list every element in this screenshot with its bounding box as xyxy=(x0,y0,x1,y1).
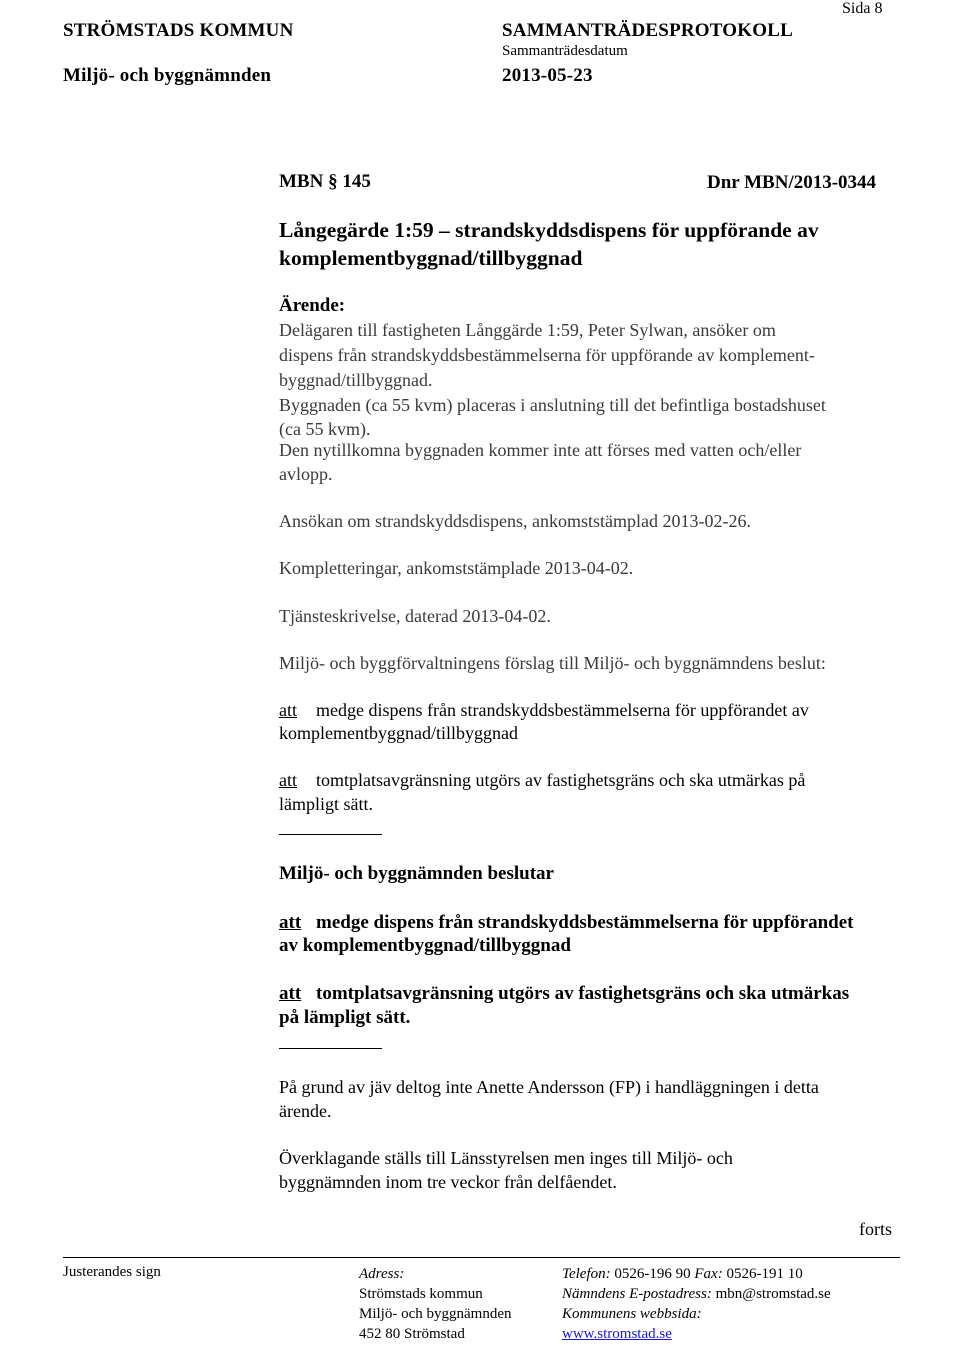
decision-item-2-line-2: på lämpligt sätt. xyxy=(279,1007,411,1028)
fax-number: 0526-191 10 xyxy=(726,1266,803,1282)
att-keyword: att xyxy=(279,912,302,933)
phone-fax-row xyxy=(562,1265,803,1283)
continued-marker: forts xyxy=(859,1219,892,1239)
decision-item-2-line-1: tomtplatsavgränsning utgörs av fastighetsgräns och ska utmärkas xyxy=(316,983,850,1004)
arende-line: byggnad/tillbyggnad. xyxy=(279,370,433,390)
fax-label: Fax: xyxy=(694,1266,723,1282)
proposal-intro: Miljö- och byggförvaltningens förslag till Miljö- och byggnämndens beslut: xyxy=(279,653,826,673)
appeal-line-1: Överklagande ställs till Länsstyrelsen men inges till Miljö- och xyxy=(279,1148,733,1168)
signature-label: Justerandes sign xyxy=(63,1264,161,1280)
address-line: Miljö- och byggnämnden xyxy=(359,1306,512,1322)
arende-line: dispens från strandskyddsbestämmelserna för uppförande av komplement- xyxy=(279,345,815,365)
municipality-name: STRÖMSTADS KOMMUN xyxy=(63,20,294,41)
decision-item-1-line-2: av komplementbyggnad/tillbyggnad xyxy=(279,935,571,956)
page-number: Sida 8 xyxy=(842,0,883,17)
arende-line: (ca 55 kvm). xyxy=(279,419,371,439)
proposal-item-1-line-1: medge dispens från strandskyddsbestämmelserna för uppförandet av xyxy=(316,700,809,720)
case-title-line-1: Långegärde 1:59 – strandskyddsdispens för uppförande av xyxy=(279,218,819,242)
att-keyword: att xyxy=(279,700,297,720)
decision-heading: Miljö- och byggnämnden beslutar xyxy=(279,863,554,884)
jav-line-1: På grund av jäv deltog inte Anette Andersson (FP) i handläggningen i detta xyxy=(279,1077,819,1097)
appeal-line-2: byggnämnden inom tre veckor från delfåendet. xyxy=(279,1172,617,1192)
section-divider xyxy=(279,1048,382,1049)
date-label: Sammanträdesdatum xyxy=(502,43,628,59)
footer-divider xyxy=(63,1257,900,1258)
case-title-line-2: komplementbyggnad/tillbyggnad xyxy=(279,246,583,270)
address-line: 452 80 Strömstad xyxy=(359,1326,465,1342)
arende-heading: Ärende: xyxy=(279,295,346,316)
arende-line: avlopp. xyxy=(279,464,333,484)
document-item: Tjänsteskrivelse, daterad 2013-04-02. xyxy=(279,606,551,626)
meeting-date: 2013-05-23 xyxy=(502,65,593,86)
arende-line: Den nytillkomna byggnaden kommer inte att förses med vatten och/eller xyxy=(279,440,802,460)
arende-line: Delägaren till fastigheten Långgärde 1:59, Peter Sylwan, ansöker om xyxy=(279,320,776,340)
email-label: Nämndens E-postadress: xyxy=(562,1286,712,1302)
email-address[interactable]: mbn@stromstad.se xyxy=(715,1286,831,1302)
arende-line: Byggnaden (ca 55 kvm) placeras i anslutning till det befintliga bostadshuset xyxy=(279,395,826,415)
phone-number: 0526-196 90 xyxy=(614,1266,691,1282)
address-label: Adress: xyxy=(359,1266,405,1282)
committee-name: Miljö- och byggnämnden xyxy=(63,65,272,86)
case-number: MBN § 145 xyxy=(279,171,371,192)
jav-line-2: ärende. xyxy=(279,1101,332,1121)
proposal-item-1-line-2: komplementbyggnad/tillbyggnad xyxy=(279,723,518,743)
proposal-item-2-line-2: lämpligt sätt. xyxy=(279,794,373,814)
decision-item-1-line-1: medge dispens från strandskyddsbestämmelserna för uppförandet xyxy=(316,912,854,933)
phone-label: Telefon: xyxy=(562,1266,611,1282)
document-item: Ansökan om strandskyddsdispens, ankomststämplad 2013-02-26. xyxy=(279,511,751,531)
web-link[interactable]: www.stromstad.se xyxy=(562,1326,672,1342)
email-row xyxy=(562,1285,831,1303)
att-keyword: att xyxy=(279,770,297,790)
web-label: Kommunens webbsida: xyxy=(562,1306,702,1322)
document-item: Kompletteringar, ankomststämplade 2013-04-02. xyxy=(279,558,634,578)
proposal-item-2-line-1: tomtplatsavgränsning utgörs av fastighetsgräns och ska utmärkas på xyxy=(316,770,806,790)
address-line: Strömstads kommun xyxy=(359,1286,483,1302)
section-divider xyxy=(279,834,382,835)
protocol-title: SAMMANTRÄDESPROTOKOLL xyxy=(502,20,793,41)
case-dnr: Dnr MBN/2013-0344 xyxy=(707,172,877,193)
att-keyword: att xyxy=(279,983,302,1004)
